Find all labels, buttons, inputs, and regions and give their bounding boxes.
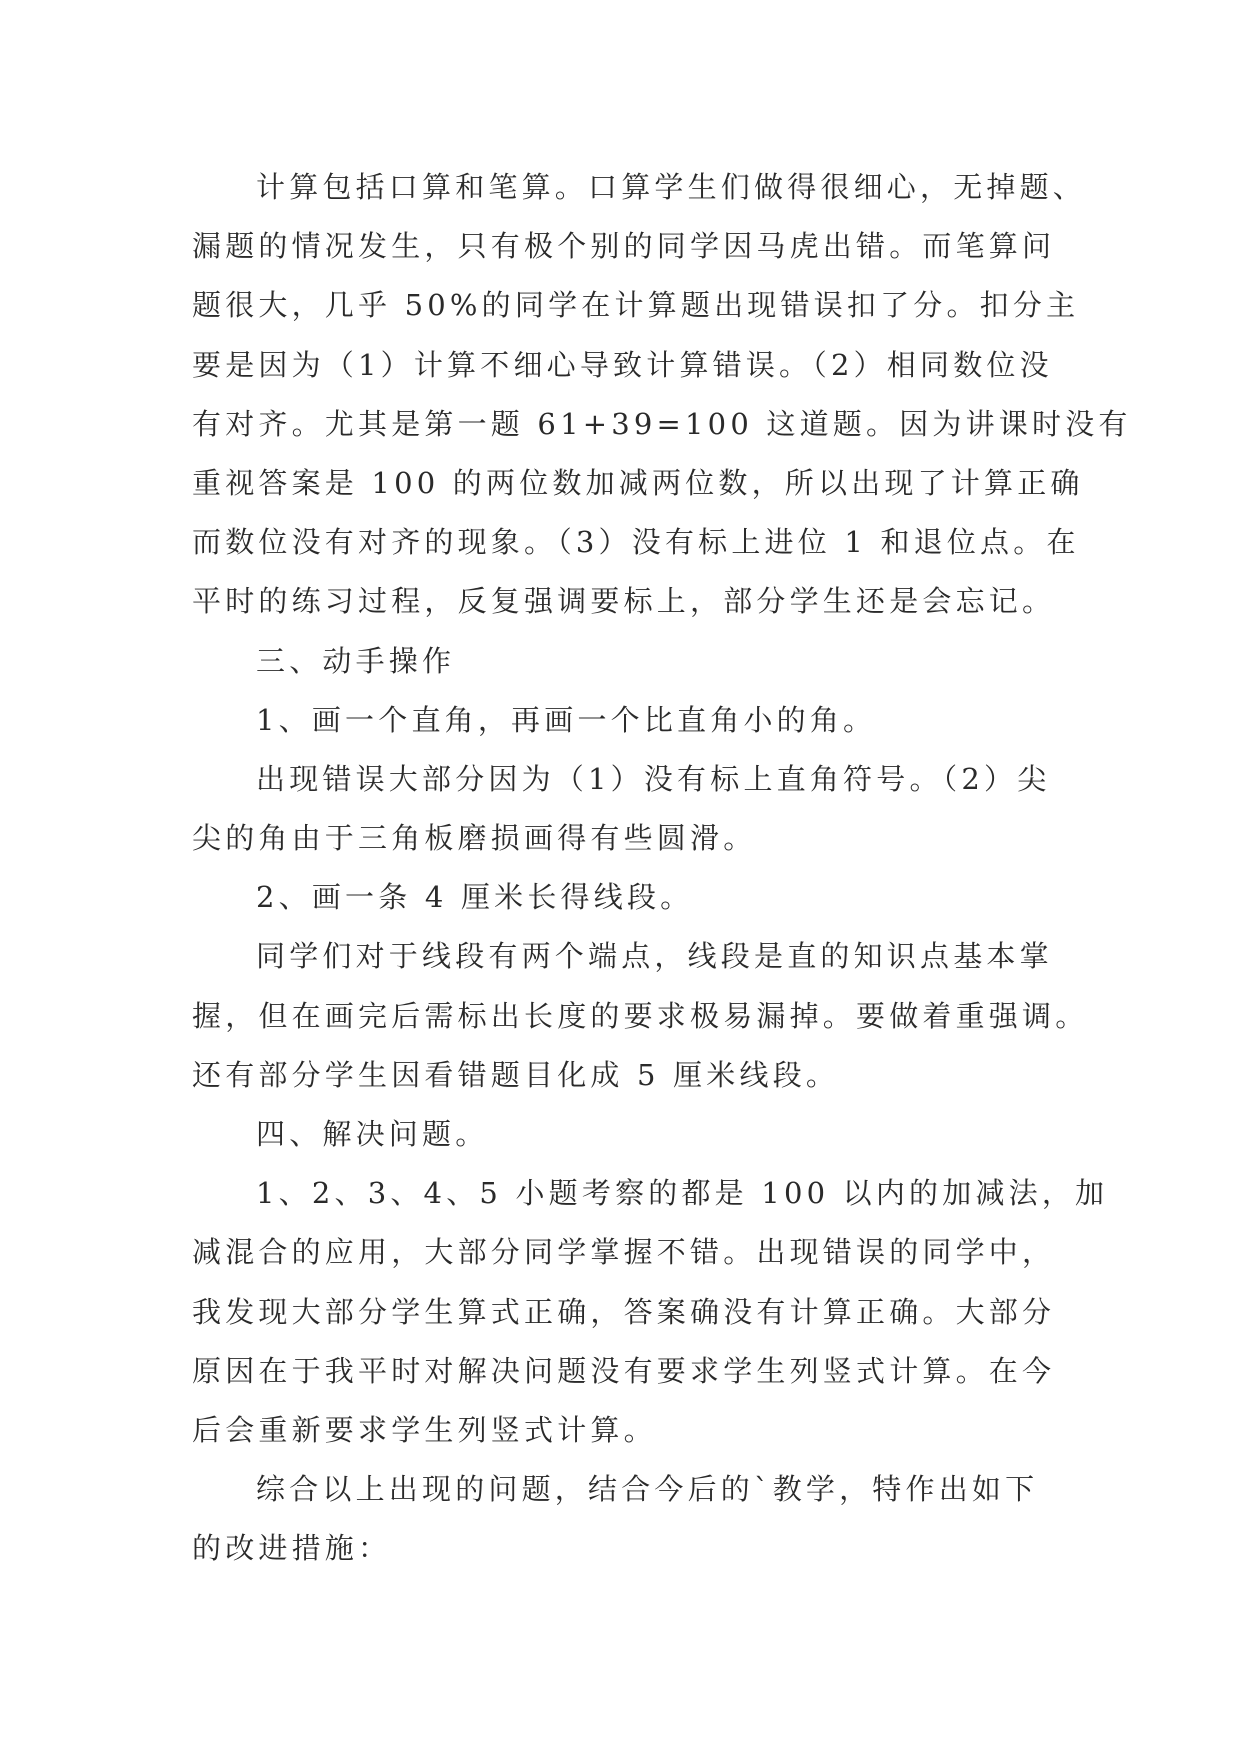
task-item: 2、画一条 4 厘米长得线段。 xyxy=(256,880,694,915)
text-line: 我发现大部分学生算式正确，答案确没有计算正确。大部分 xyxy=(192,1294,1056,1329)
section-heading: 三、动手操作 xyxy=(256,643,456,678)
text-line: 漏题的情况发生，只有极个别的同学因马虎出错。而笔算问 xyxy=(192,229,1056,264)
text-line: 要是因为（1）计算不细心导致计算错误。（2）相同数位没 xyxy=(192,347,1053,382)
text-line: 同学们对于线段有两个端点，线段是直的知识点基本掌 xyxy=(256,939,1053,974)
section-heading: 四、解决问题。 xyxy=(256,1117,489,1151)
text-line: 有对齐。尤其是第一题 61+39=100 这道题。因为讲课时没有 xyxy=(192,406,1132,441)
text-line: 综合以上出现的问题，结合今后的`教学，特作出如下 xyxy=(256,1472,1039,1507)
text-line: 计算包括口算和笔算。口算学生们做得很细心，无掉题、 xyxy=(256,170,1087,204)
text-line: 尖的角由于三角板磨损画得有些圆滑。 xyxy=(192,821,757,856)
text-line: 平时的练习过程，反复强调要标上，部分学生还是会忘记。 xyxy=(192,584,1056,619)
text-line: 还有部分学生因看错题目化成 5 厘米线段。 xyxy=(192,1057,840,1092)
text-line: 后会重新要求学生列竖式计算。 xyxy=(192,1412,657,1447)
text-line: 重视答案是 100 的两位数加减两位数，所以出现了计算正确 xyxy=(192,465,1084,500)
text-line: 减混合的应用，大部分同学掌握不错。出现错误的同学中， xyxy=(192,1235,1056,1270)
text-line: 1、2、3、4、5 小题考察的都是 100 以内的加减法，加 xyxy=(256,1176,1109,1211)
text-line: 出现错误大部分因为（1）没有标上直角符号。（2）尖 xyxy=(256,761,1051,796)
task-item: 1、画一个直角，再画一个比直角小的角。 xyxy=(256,702,877,737)
text-line: 原因在于我平时对解决问题没有要求学生列竖式计算。在今 xyxy=(192,1353,1056,1388)
text-line: 而数位没有对齐的现象。（3）没有标上进位 1 和退位点。在 xyxy=(192,525,1080,560)
text-line: 握，但在画完后需标出长度的要求极易漏掉。要做着重强调。 xyxy=(192,998,1089,1033)
document-body xyxy=(192,158,1132,1579)
text-line: 题很大，几乎 50%的同学在计算题出现错误扣了分。扣分主 xyxy=(192,288,1080,323)
text-line: 的改进措施： xyxy=(192,1531,392,1566)
